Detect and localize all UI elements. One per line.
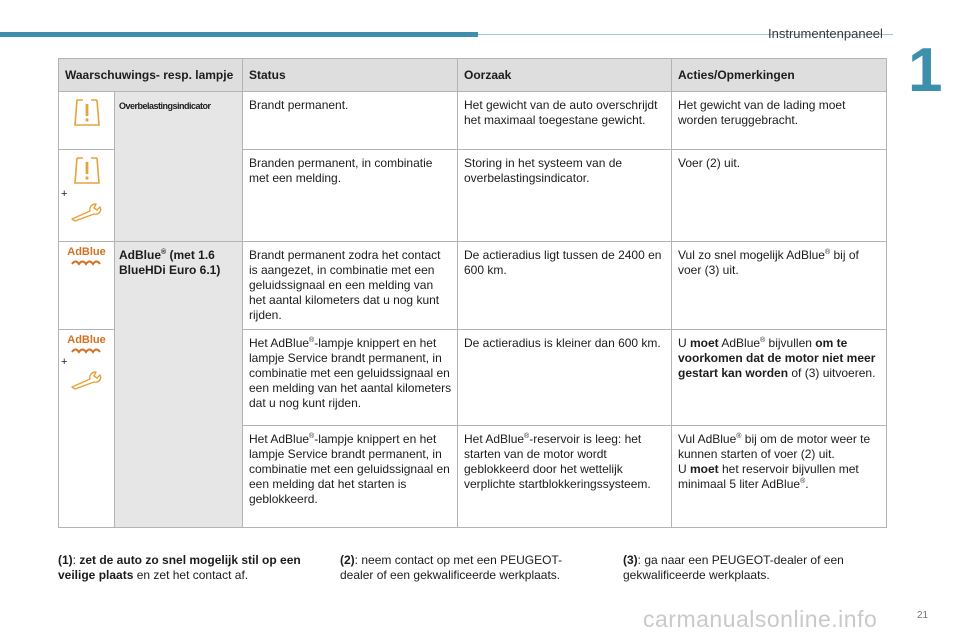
footnote-3: (3): ga naar een PEUGEOT-dealer of een gekwalificeerde werkplaats. (623, 553, 844, 582)
lamp-icon-cell (59, 92, 115, 150)
status-cell: Het AdBlue®-lampje knippert en het lampje Service brandt permanent, in combinatie met een geluidssignaal en een melding dat het starten is geblokkeerd. (243, 426, 458, 528)
plus-sign: + (61, 356, 68, 368)
action-cell: Vul zo snel mogelijk AdBlue® bij of voer (3) uit. (672, 242, 887, 330)
page-number: 21 (917, 610, 929, 621)
table-row (59, 242, 887, 330)
watermark: carmanualsonline.info (643, 606, 878, 632)
lamp-icon-cell (59, 242, 115, 330)
adblue-icon: AdBlue (67, 334, 106, 346)
status-cell: Brandt permanent. (243, 92, 458, 150)
cause-cell: Het AdBlue®-reservoir is leeg: het starten van de motor wordt geblokkeerd door het wettelijk verplichte startblokkeringssysteem. (458, 426, 672, 528)
warning-lamps-table (58, 58, 887, 528)
overload-warning-icon (72, 154, 102, 186)
cause-cell: Storing in het systeem van de overbelastingsindicator. (458, 150, 672, 242)
lamp-name-adblue: AdBlue® (met 1.6 BlueHDi Euro 6.1) (115, 242, 243, 528)
column-header-cause: Oorzaak (458, 59, 672, 92)
plus-sign: + (61, 188, 68, 200)
cause-cell: De actieradius ligt tussen de 2400 en 600 km. (458, 242, 672, 330)
status-cell: Brandt permanent zodra het contact is aangezet, in combinatie met een geluidssignaal en een melding van het aantal kilometers dat u nog kunt rijden. (243, 242, 458, 330)
table-row (59, 92, 887, 150)
status-cell: Het AdBlue®-lampje knippert en het lampje Service brandt permanent, in combinatie met een geluidssignaal en een melding van het aantal kilometers dat u nog kunt rijden. (243, 330, 458, 426)
footnote-1: (1): zet de auto zo snel mogelijk stil op een veilige plaats en zet het contact af. (58, 553, 301, 582)
action-cell: Voer (2) uit. (672, 150, 887, 242)
chapter-number: 1 (908, 36, 943, 105)
wrench-icon (70, 370, 104, 390)
action-cell: Het gewicht van de lading moet worden teruggebracht. (672, 92, 887, 150)
lamp-name-overload: Overbelastingsindicator (115, 92, 243, 242)
cause-cell: De actieradius is kleiner dan 600 km. (458, 330, 672, 426)
column-header-actions: Acties/Opmerkingen (672, 59, 887, 92)
action-cell: U moet AdBlue® bijvullen om te voorkomen dat de motor niet meer gestart kan worden of (3) uitvoeren. (672, 330, 887, 426)
adblue-icon: AdBlue (67, 246, 106, 258)
overload-warning-icon (72, 96, 102, 128)
column-header-lamp: Waarschuwings- resp. lampje (59, 59, 243, 92)
action-cell: Vul AdBlue® bij om de motor weer te kunnen starten of voer (2) uit. U moet het reservoir bijvullen met minimaal 5 liter AdBlue®. (672, 426, 887, 528)
header-accent-bar (0, 32, 478, 37)
table-header-row (59, 59, 887, 92)
adblue-wave-icon (71, 347, 103, 354)
lamp-icon-cell (59, 330, 115, 528)
wrench-icon (70, 202, 104, 222)
lamp-icon-cell (59, 150, 115, 242)
footnote-2: (2): neem contact op met een PEUGEOT-dealer of een gekwalificeerde werkplaats. (340, 553, 563, 582)
adblue-wave-icon (71, 259, 103, 266)
status-cell: Branden permanent, in combinatie met een melding. (243, 150, 458, 242)
column-header-status: Status (243, 59, 458, 92)
section-title: Instrumentenpaneel (768, 26, 883, 41)
cause-cell: Het gewicht van de auto overschrijdt het maximaal toegestane gewicht. (458, 92, 672, 150)
